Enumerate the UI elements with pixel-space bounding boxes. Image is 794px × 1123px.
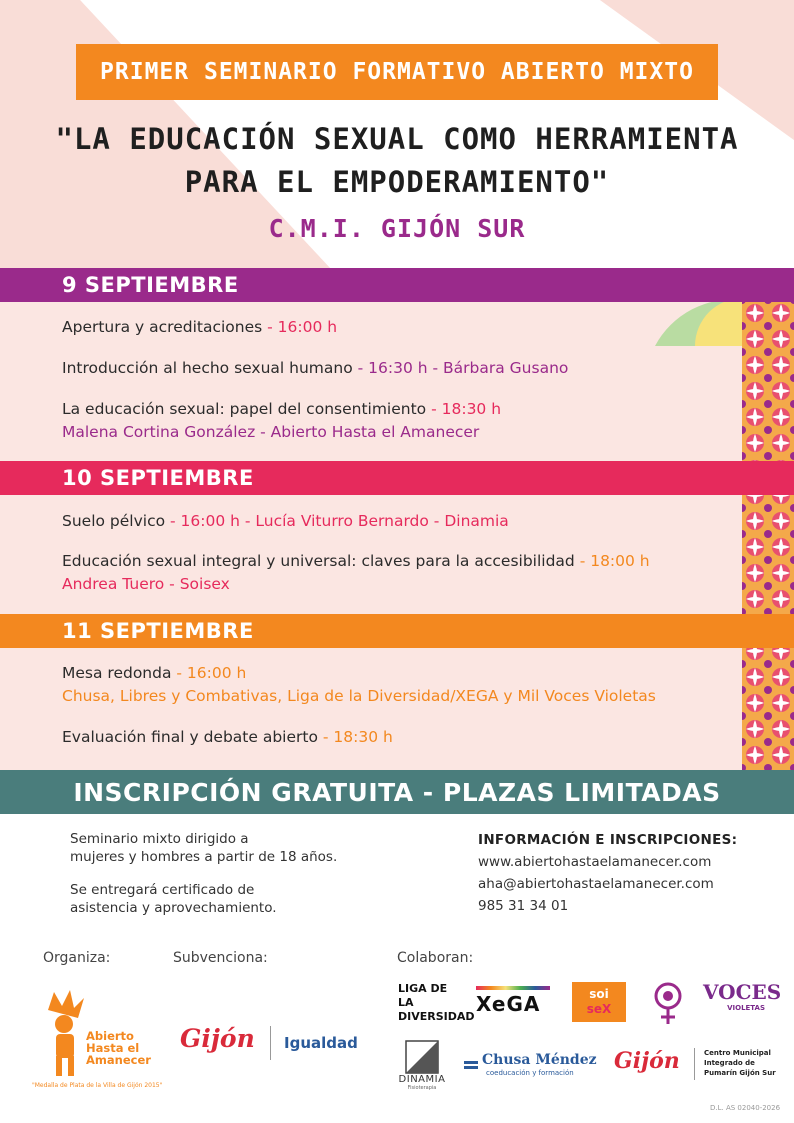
session-detail: - 18:30 h	[317, 728, 393, 746]
session-title: Introducción al hecho sexual humano	[62, 359, 353, 377]
decorative-pattern	[742, 300, 794, 770]
certificate-line: Se entregará certificado de	[70, 882, 255, 898]
voces-wordmark: VOCES	[703, 980, 782, 1004]
session-item	[62, 318, 337, 336]
aha-logo-text: Amanecer	[86, 1053, 151, 1067]
legal-deposit: D.L. AS 02040-2026	[710, 1104, 781, 1112]
soisex-text: soi	[589, 987, 609, 1001]
session-title: Mesa redonda	[62, 664, 172, 682]
phone-number: 985 31 34 01	[478, 898, 569, 914]
session-item	[62, 664, 246, 682]
gijon-cmi-logo	[614, 1046, 784, 1086]
liga-diversidad-logo	[398, 982, 475, 1023]
session-speaker: Malena Cortina González - Abierto Hasta el Amanecer	[62, 423, 480, 441]
cmi-line: Integrado de	[704, 1059, 755, 1067]
session-item	[62, 728, 393, 746]
certificate-text	[70, 881, 277, 917]
dinamia-subtitle: Fisioterapia	[407, 1085, 437, 1091]
subvenciona-label: Subvenciona:	[173, 950, 268, 966]
session-title: La educación sexual: papel del consentimiento	[62, 400, 427, 418]
day-header-9-septiembre	[0, 268, 794, 302]
session-title: Educación sexual integral y universal: claves para la accesibilidad	[62, 552, 575, 570]
session-item	[62, 552, 650, 570]
chusa-wordmark: Chusa Méndez	[482, 1052, 597, 1068]
libres-combativas-logo	[648, 980, 688, 1026]
dinamia-wordmark: DINAMIA	[398, 1074, 446, 1085]
session-item	[62, 512, 509, 530]
session-detail: - 18:30 h	[426, 400, 502, 418]
session-detail: - 16:00 h	[171, 664, 247, 682]
dinamia-logo	[394, 1040, 450, 1098]
session-title: Apertura y acreditaciones	[62, 318, 263, 336]
organiza-label: Organiza:	[43, 950, 111, 966]
session-detail: - 16:30 h - Bárbara Gusano	[352, 359, 569, 377]
gijon-igualdad-logo	[180, 1024, 360, 1064]
jester-icon	[40, 990, 88, 1080]
soisex-logo	[572, 982, 626, 1022]
session-title: Evaluación final y debate abierto	[62, 728, 318, 746]
xega-logo	[476, 986, 550, 1018]
session-speaker: Chusa, Libres y Combativas, Liga de la Diversidad/XEGA y Mil Voces Violetas	[62, 687, 656, 705]
chusa-stripe	[464, 1061, 478, 1064]
event-title: "LA EDUCACIÓN SEXUAL COMO HERRAMIENTA PARA EL EMPODERAMIENTO"	[55, 122, 739, 199]
violetas-wordmark: VIOLETAS	[727, 1004, 765, 1012]
certificate-line: asistencia y aprovechamiento.	[70, 900, 277, 916]
audience-line: mujeres y hombres a partir de 18 años.	[70, 849, 338, 865]
liga-text: LIGA DE LA	[398, 982, 448, 1009]
audience-text	[70, 830, 337, 866]
dinamia-mark-icon	[405, 1040, 439, 1074]
day-label: 9 SEPTIEMBRE	[62, 273, 239, 297]
igualdad-wordmark: Igualdad	[284, 1034, 358, 1052]
xega-wordmark: XeGA	[476, 992, 541, 1016]
chusa-subtitle: coeducación y formación	[486, 1069, 574, 1077]
cmi-line: Pumarín Gijón Sur	[704, 1069, 776, 1077]
session-item	[62, 400, 501, 418]
session-title: Suelo pélvico	[62, 512, 166, 530]
contact-heading: INFORMACIÓN E INSCRIPCIONES:	[478, 832, 738, 848]
seminar-banner: PRIMER SEMINARIO FORMATIVO ABIERTO MIXTO	[76, 44, 718, 100]
day-header-10-septiembre	[0, 461, 794, 495]
colaboran-label: Colaboran:	[397, 950, 474, 966]
session-detail: - 18:00 h	[574, 552, 650, 570]
venue-title: C.M.I. GIJÓN SUR	[268, 214, 526, 243]
logo-divider	[694, 1048, 695, 1080]
aha-medal-text: "Medalla de Plata de la Villa de Gijón 2015"	[32, 1082, 163, 1089]
aha-logo-text: Abierto	[86, 1029, 134, 1043]
chusa-mendez-logo	[464, 1052, 604, 1082]
day-label: 10 SEPTIEMBRE	[62, 466, 254, 490]
session-detail: - 16:00 h - Lucía Viturro Bernardo - Dinamia	[165, 512, 509, 530]
session-item	[62, 359, 568, 377]
audience-line: Seminario mixto dirigido a	[70, 831, 249, 847]
cmi-text	[704, 1048, 776, 1078]
rainbow-stripe	[476, 986, 550, 990]
abierto-hasta-el-amanecer-logo	[32, 990, 170, 1090]
logo-divider	[270, 1026, 271, 1060]
liga-text: DIVERSIDAD	[398, 1010, 475, 1023]
session-speaker: Andrea Tuero - Soisex	[62, 575, 230, 593]
gijon-wordmark: Gijón	[180, 1024, 255, 1053]
day-header-11-septiembre	[0, 614, 794, 648]
chusa-stripe	[464, 1066, 478, 1069]
decorative-arc	[655, 300, 743, 346]
cmi-line: Centro Municipal	[704, 1049, 771, 1057]
mil-voces-violetas-logo	[703, 980, 782, 1024]
website-link[interactable]: www.abiertohastaelamanecer.com	[478, 854, 712, 870]
soisex-text: seX	[586, 1002, 612, 1016]
email-link[interactable]: aha@abiertohastaelamanecer.com	[478, 876, 714, 892]
registration-banner: INSCRIPCIÓN GRATUITA - PLAZAS LIMITADAS	[0, 770, 794, 814]
session-detail: - 16:00 h	[262, 318, 338, 336]
day-label: 11 SEPTIEMBRE	[62, 619, 254, 643]
gijon-wordmark: Gijón	[614, 1048, 680, 1074]
aha-logo-text: Hasta el	[86, 1041, 140, 1055]
